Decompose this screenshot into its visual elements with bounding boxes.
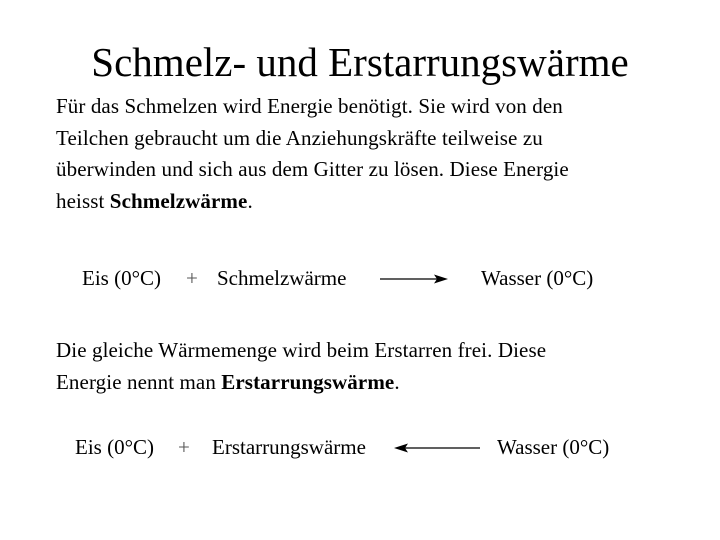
- slide-title: Schmelz- und Erstarrungswärme: [91, 39, 629, 85]
- paragraph-line: Teilchen gebraucht um die Anziehungskräfte teilweise zu: [56, 125, 543, 150]
- equation-energy-term: Erstarrungswärme: [212, 435, 366, 459]
- paragraph-line: überwinden und sich aus dem Gitter zu lösen. Diese Energie: [56, 157, 569, 181]
- text-prefix: heisst: [56, 188, 110, 213]
- equation-energy-term: Schmelzwärme: [217, 266, 347, 290]
- paragraph-line: Für das Schmelzen wird Energie benötigt. Sie wird von den: [56, 94, 563, 118]
- equation-right-term: Wasser (0°C): [481, 266, 594, 290]
- term-erstarrungswaerme: Erstarrungswärme: [221, 369, 395, 394]
- equation-right-term: Wasser (0°C): [497, 435, 610, 459]
- equation-left-term: Eis (0°C): [82, 266, 161, 290]
- term-schmelzwaerme: Schmelzwärme: [109, 188, 248, 213]
- text-prefix: Energie nennt man: [56, 369, 222, 394]
- paragraph-line: Die gleiche Wärmemenge wird beim Erstarren frei. Diese: [56, 338, 547, 362]
- text-suffix: .: [394, 369, 400, 394]
- arrow-left-icon: [392, 441, 482, 455]
- text-suffix: .: [247, 188, 253, 213]
- equation-plus: +: [178, 435, 190, 459]
- equation-left-term: Eis (0°C): [75, 435, 154, 459]
- equation-plus: +: [186, 266, 198, 290]
